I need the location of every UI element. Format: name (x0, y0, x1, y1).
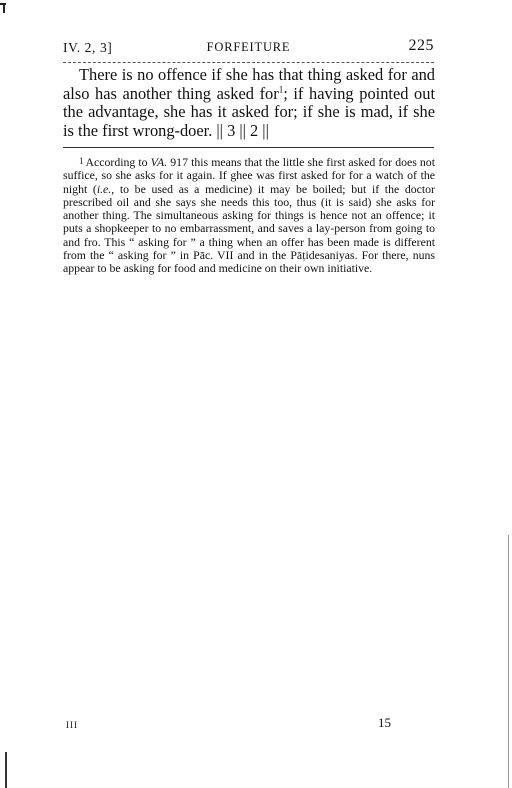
footnote-text: According to (85, 155, 151, 169)
page-number: 225 (408, 37, 434, 54)
body-text-part: There is no offence if she has that thing asked for and also has another thing asked for (63, 65, 435, 103)
body-text (63, 66, 435, 140)
signature-mark: III (66, 720, 78, 730)
footnote (63, 155, 435, 276)
footnote-citation: VA. (150, 155, 168, 169)
running-header (63, 37, 434, 57)
section-reference: IV. 2, 3] (63, 40, 113, 55)
footnote-number: 1 (79, 156, 84, 166)
header-rule (63, 62, 434, 63)
scan-edge-mark-right (508, 535, 509, 788)
scan-edge-mark (0, 0, 7, 13)
body-paragraph (63, 66, 435, 140)
running-title: FORFEITURE (206, 40, 291, 54)
body-text-part: ; if having pointed out the advantage, she has it asked for; if she is mad, if she is the first wrong-doer. || 3 || 2 || (63, 83, 435, 140)
footnote-reference: 1 (278, 84, 284, 95)
footnote-text: , to be used as a medicine) it may be boiled; but if the doctor prescribed oil and she says she needs this too, thus (it is said) she asks for another thing. The simultaneous asking for things is hence not an offence; it puts a shopkeeper to no embarrassment, and saves a lay-person from going to and fro. This “ asking for ” a thing when an offer has been made is different from the “ asking for ” in Pāc. VII and in the Pāṭidesaniyas. For there, nuns appear to be asking for food and medicine on their own initiative. (63, 181, 435, 276)
signature-number: 15 (378, 715, 391, 730)
footnote-text: 917 this means that the little she first asked for does not suffice, so she asks for it again. If ghee was first asked for for a watch of the night ( (63, 155, 435, 196)
scan-edge-mark-left (5, 752, 7, 788)
footnote-rule (63, 147, 434, 148)
footnote-paragraph (63, 155, 435, 276)
footnote-abbreviation: i.e. (96, 181, 112, 196)
